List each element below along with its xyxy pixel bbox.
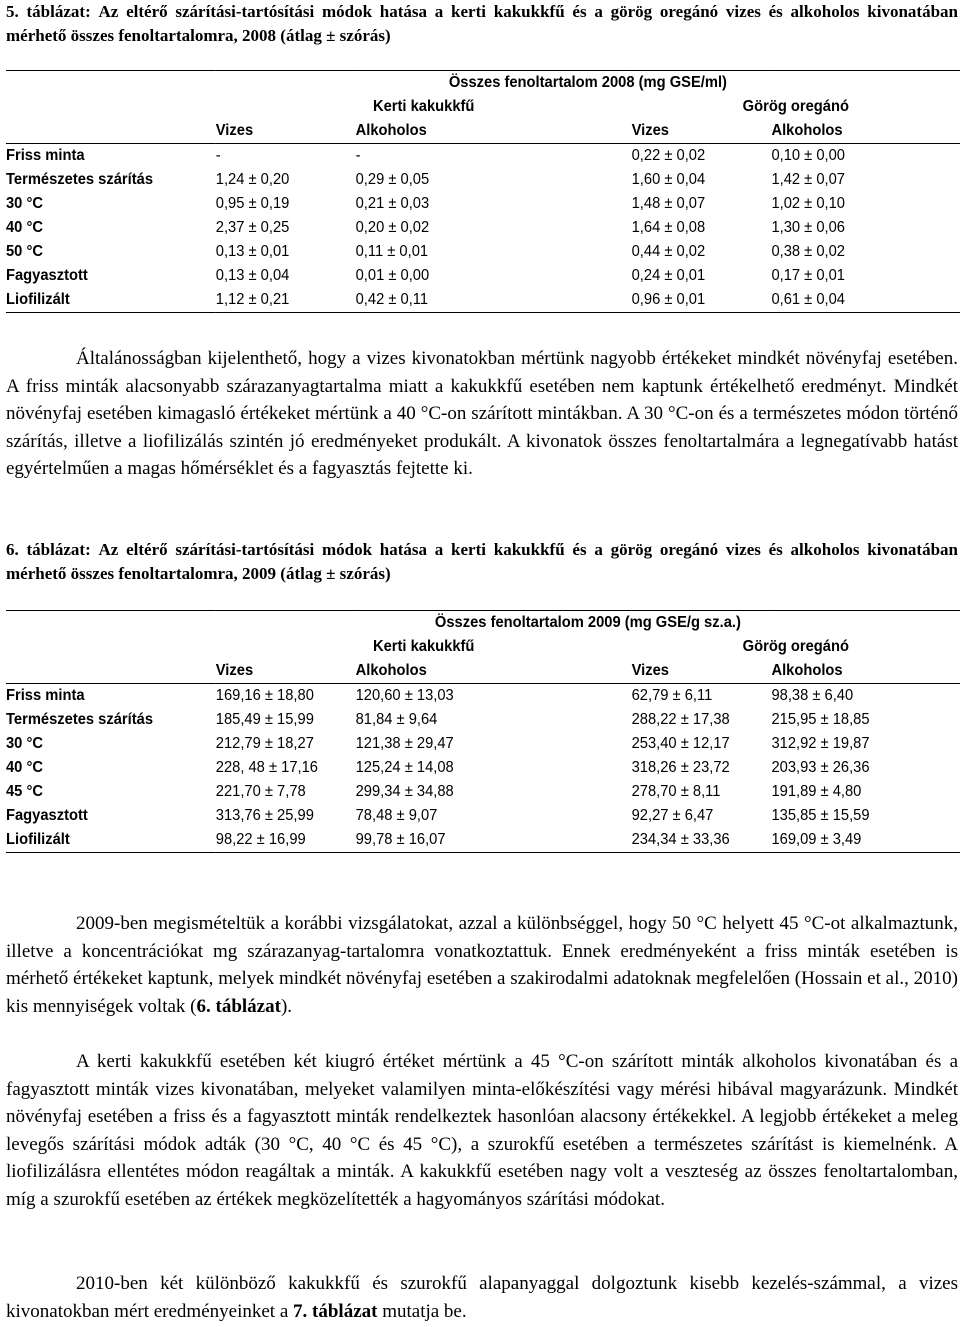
table5 bbox=[6, 70, 960, 313]
cell: 1,24 ± 0,20 bbox=[215, 171, 290, 188]
table6-extract-3: Alkoholos bbox=[771, 659, 960, 684]
cell: 1,02 ± 0,10 bbox=[771, 195, 845, 212]
table-row bbox=[6, 144, 960, 169]
cell: 212,79 ± 18,27 bbox=[215, 735, 314, 752]
paragraph-3: A kerti kakukkfű esetében két kiugró értéket mértünk a 45 °C-on szárított minták alkoholos kivonatában és a fagyasztott minták vizes kivonatában, melyeket valamilyen minta-előkészítési vagy mérési hibával magyarázunk. Mindkét növényfaj esetében a friss és a fagyasztott minták rendelkeztek hasonlóan alacsony értékekkel. A legjobb értékeket a meleg levegős szárítási módok adták (30 °C, 40 °C és 45 °C), a szurokfű esetében a természetes szárítást is kiemelnénk. A liofilizálásra ellentétes módon reagáltak a minták. A kakukkfű esetében nagy volt a veszteség az összes fenoltartalomban, míg a szurokfű esetében az értékek megközelítették a hagyományos szárítási módokat. bbox=[6, 1051, 958, 1210]
table5-species-1: Görög oregánó bbox=[742, 98, 849, 115]
cell: 312,92 ± 19,87 bbox=[771, 735, 870, 752]
row-label: 50 °C bbox=[6, 243, 43, 260]
cell: 185,49 ± 15,99 bbox=[215, 711, 314, 728]
row-label: 40 °C bbox=[6, 759, 43, 776]
cell: 1,30 ± 0,06 bbox=[771, 219, 845, 236]
cell: 0,29 ± 0,05 bbox=[355, 171, 430, 188]
cell: 228, 48 ± 17,16 bbox=[215, 759, 318, 776]
cell: 125,24 ± 14,08 bbox=[355, 759, 454, 776]
cell: 0,95 ± 0,19 bbox=[215, 195, 290, 212]
table-row bbox=[6, 264, 960, 288]
cell: 0,21 ± 0,03 bbox=[355, 195, 430, 212]
paragraph-4-end: mutatja be. bbox=[377, 1300, 467, 1322]
table-row bbox=[6, 804, 960, 828]
table-row bbox=[6, 216, 960, 240]
row-label: Friss minta bbox=[6, 147, 85, 164]
table6-species-0: Kerti kakukkfű bbox=[372, 638, 475, 655]
cell: 169,16 ± 18,80 bbox=[215, 687, 314, 704]
cell: 0,22 ± 0,02 bbox=[631, 147, 706, 164]
table6-label: 6. táblázat: bbox=[6, 540, 91, 559]
row-label: 30 °C bbox=[6, 195, 43, 212]
table-row bbox=[6, 684, 960, 709]
cell: 1,64 ± 0,08 bbox=[631, 219, 706, 236]
row-label: 40 °C bbox=[6, 219, 43, 236]
cell: 1,42 ± 0,07 bbox=[771, 171, 845, 188]
row-label: Friss minta bbox=[6, 687, 85, 704]
cell: 0,44 ± 0,02 bbox=[631, 243, 706, 260]
table-row bbox=[6, 168, 960, 192]
table5-title: Az eltérő szárítási-tartósítási módok hatása a kerti kakukkfű és a görög oregánó vizes és alkoholos kivonatában mérhető összes fenoltartalomra, 2008 (átlag ± szórás) bbox=[6, 2, 958, 45]
cell: 0,13 ± 0,01 bbox=[215, 243, 290, 260]
cell: 1,48 ± 0,07 bbox=[631, 195, 706, 212]
row-label: Fagyasztott bbox=[6, 267, 88, 284]
table-row bbox=[6, 828, 960, 853]
cell: 135,85 ± 15,59 bbox=[771, 807, 870, 824]
row-label: 30 °C bbox=[6, 735, 43, 752]
table5-species-0: Kerti kakukkfű bbox=[372, 98, 475, 115]
cell: 2,37 ± 0,25 bbox=[215, 219, 290, 236]
table-row bbox=[6, 780, 960, 804]
cell: 1,60 ± 0,04 bbox=[631, 171, 706, 188]
row-label: Természetes szárítás bbox=[6, 171, 154, 188]
cell: 0,96 ± 0,01 bbox=[631, 291, 706, 308]
cell: 81,84 ± 9,64 bbox=[355, 711, 438, 728]
table5-caption bbox=[6, 0, 958, 48]
cell: 62,79 ± 6,11 bbox=[631, 687, 713, 704]
cell: 169,09 ± 3,49 bbox=[771, 831, 862, 848]
cell: 0,20 ± 0,02 bbox=[355, 219, 430, 236]
table5-extract-1: Alkoholos bbox=[356, 119, 632, 144]
table5-group-header: Összes fenoltartalom 2008 (mg GSE/ml) bbox=[448, 74, 727, 91]
table5-extract-3: Alkoholos bbox=[771, 119, 960, 144]
cell: - bbox=[215, 147, 221, 164]
paragraph-4-text: 2010-ben két különböző kakukkfű és szurokfű alapanyaggal dolgoztunk kisebb kezelés-számmal, a vizes kivonatokban mért eredményeinket a bbox=[6, 1273, 958, 1322]
cell: 215,95 ± 18,85 bbox=[771, 711, 870, 728]
paragraph-4 bbox=[6, 1270, 958, 1325]
paragraph-4-ref: 7. táblázat bbox=[293, 1300, 378, 1322]
cell: 0,01 ± 0,00 bbox=[355, 267, 430, 284]
cell: 313,76 ± 25,99 bbox=[215, 807, 314, 824]
table5-extract-2: Vizes bbox=[632, 119, 772, 144]
table6-group-header: Összes fenoltartalom 2009 (mg GSE/g sz.a.) bbox=[434, 614, 741, 631]
table6-extract-0: Vizes bbox=[216, 659, 356, 684]
table6-caption bbox=[6, 538, 958, 586]
table-row bbox=[6, 192, 960, 216]
cell: 0,11 ± 0,01 bbox=[355, 243, 429, 260]
cell: 120,60 ± 13,03 bbox=[355, 687, 454, 704]
cell: 203,93 ± 26,36 bbox=[771, 759, 870, 776]
cell: 0,10 ± 0,00 bbox=[771, 147, 845, 164]
cell: 0,17 ± 0,01 bbox=[771, 267, 845, 284]
cell: 288,22 ± 17,38 bbox=[631, 711, 730, 728]
table5-label: 5. táblázat: bbox=[6, 2, 91, 21]
table-row bbox=[6, 288, 960, 313]
table-row bbox=[6, 240, 960, 264]
table6-extract-1: Alkoholos bbox=[356, 659, 632, 684]
row-label: Liofilizált bbox=[6, 831, 70, 848]
cell: 0,13 ± 0,04 bbox=[215, 267, 290, 284]
paragraph-2-text: 2009-ben megismételtük a korábbi vizsgálatokat, azzal a különbséggel, hogy 50 °C helyett 45 °C-ot alkalmaztunk, illetve a koncentrációkat mg szárazanyag-tartalomra vonatkoztattuk. Ennek eredményeként a friss minták esetében is mérhető értékeket kaptunk, melyek mindkét növényfaj esetében a szakirodalmi adatoknak megfelelően (Hossain et al., 2010) kis mennyiségek voltak ( bbox=[6, 913, 958, 1017]
cell: 191,89 ± 4,80 bbox=[771, 783, 862, 800]
cell: 98,22 ± 16,99 bbox=[215, 831, 306, 848]
table5-extract-0: Vizes bbox=[216, 119, 356, 144]
row-label: 45 °C bbox=[6, 783, 43, 800]
table6-extract-2: Vizes bbox=[632, 659, 772, 684]
cell: 278,70 ± 8,11 bbox=[631, 783, 721, 800]
table6-species-1: Görög oregánó bbox=[742, 638, 849, 655]
cell: - bbox=[355, 147, 361, 164]
cell: 0,42 ± 0,11 bbox=[355, 291, 429, 308]
row-label: Természetes szárítás bbox=[6, 711, 154, 728]
cell: 121,38 ± 29,47 bbox=[355, 735, 454, 752]
paragraph-2 bbox=[6, 910, 958, 1020]
row-label: Liofilizált bbox=[6, 291, 70, 308]
table-row bbox=[6, 708, 960, 732]
paragraph-2-end: ). bbox=[280, 995, 293, 1017]
cell: 98,38 ± 6,40 bbox=[771, 687, 854, 704]
table-row bbox=[6, 732, 960, 756]
cell: 318,26 ± 23,72 bbox=[631, 759, 730, 776]
table6-title: Az eltérő szárítási-tartósítási módok hatása a kerti kakukkfű és a görög oregánó vizes és alkoholos kivonatában mérhető összes fenoltartalomra, 2009 (átlag ± szórás) bbox=[6, 540, 958, 583]
table6 bbox=[6, 610, 960, 853]
cell: 0,61 ± 0,04 bbox=[771, 291, 845, 308]
cell: 253,40 ± 12,17 bbox=[631, 735, 730, 752]
cell: 99,78 ± 16,07 bbox=[355, 831, 446, 848]
cell: 92,27 ± 6,47 bbox=[631, 807, 714, 824]
cell: 234,34 ± 33,36 bbox=[631, 831, 730, 848]
cell: 0,38 ± 0,02 bbox=[771, 243, 845, 260]
cell: 299,34 ± 34,88 bbox=[355, 783, 454, 800]
cell: 221,70 ± 7,78 bbox=[215, 783, 306, 800]
cell: 78,48 ± 9,07 bbox=[355, 807, 438, 824]
cell: 1,12 ± 0,21 bbox=[215, 291, 290, 308]
cell: 0,24 ± 0,01 bbox=[631, 267, 706, 284]
row-label: Fagyasztott bbox=[6, 807, 88, 824]
table-row bbox=[6, 756, 960, 780]
paragraph-1: Általánosságban kijelenthető, hogy a vizes kivonatokban mértünk nagyobb értékeket mindkét növényfaj esetében. A friss minták alacsonyabb szárazanyagtartalma miatt a kakukkfű esetében nem kaptunk értékelhető eredményt. Mindkét növényfaj esetében kimagasló értékeket mértünk a 40 °C-on szárított mintákban. A 30 °C-on és a természetes módon történő szárítás, illetve a liofilizálás szintén jó eredményeket produkált. A kivonatok összes fenoltartalmára a legnegatívabb hatást egyértelműen a magas hőmérséklet és a fagyasztás fejtette ki. bbox=[6, 348, 958, 479]
paragraph-2-ref: 6. táblázat bbox=[196, 995, 281, 1017]
